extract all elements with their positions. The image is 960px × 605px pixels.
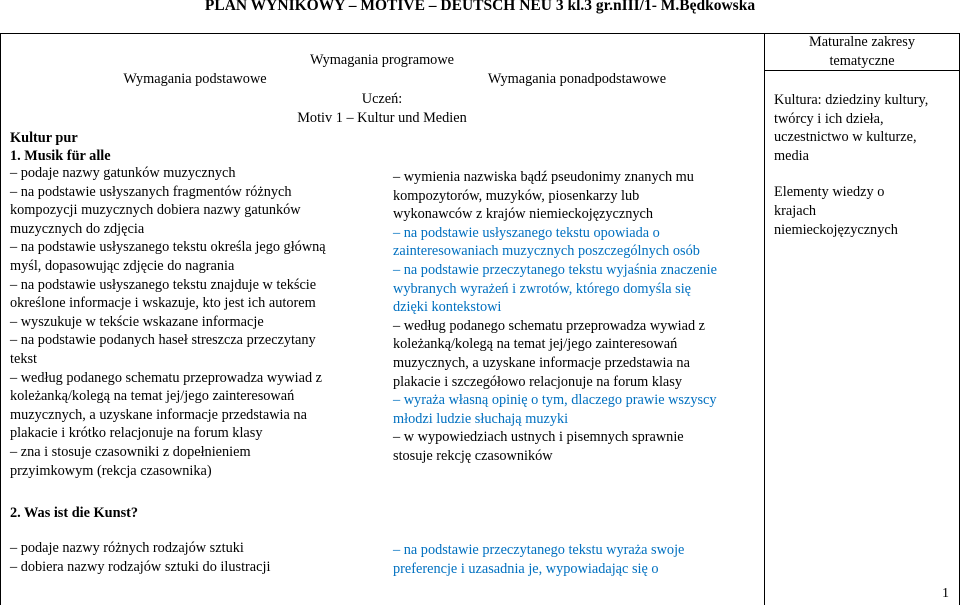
list-item: – na podstawie usłyszanych fragmentów różnych [10, 183, 292, 200]
list-item: myśl, dopasowując zdjęcie do nagrania [10, 257, 235, 274]
list-item: preferencje i uzasadnia je, wypowiadając się o [393, 560, 659, 577]
list-item: muzycznych do zdjęcia [10, 220, 145, 237]
list-item: – zna i stosuje czasowniki z dopełnieniem [10, 443, 251, 460]
motiv-title: Motiv 1 – Kultur und Medien [297, 110, 467, 126]
list-item: krajach [774, 202, 817, 219]
list-item: – podaje nazwy różnych rodzajów sztuki [10, 540, 244, 556]
scope-header-line2: tematyczne [829, 53, 895, 69]
list-item: przyimkowym (rekcja czasownika) [10, 462, 212, 479]
list-item: – wyszukuje w tekście wskazane informacje [10, 313, 264, 330]
list-item: – na podstawie podanych haseł streszcza przeczytany [10, 332, 316, 349]
list-item: koleżanką/kolegą na temat jej/jego zainteresowań [10, 388, 295, 405]
list-item: wykonawców z krajów niemieckojęzycznych [393, 206, 654, 223]
section-2-advanced-list [393, 541, 684, 578]
list-item [774, 165, 928, 183]
list-item: – według podanego schematu przeprowadza wywiad z [10, 369, 323, 386]
list-item: plakacie i szczegółowo relacjonuje na forum klasy [393, 373, 682, 390]
basic-requirements-header: Wymagania podstawowe [123, 71, 267, 87]
section-1-advanced-list [393, 168, 717, 466]
section-2-title: 2. Was ist die Kunst? [10, 505, 139, 521]
list-item: – podaje nazwy gatunków muzycznych [10, 165, 236, 181]
student-label: Uczeń: [361, 91, 403, 107]
list-item: kompozycji muzycznych dobiera nazwy gatunków [10, 202, 301, 219]
list-item: muzycznych, a uzyskane informacje przedstawia na [393, 354, 690, 371]
list-item: – według podanego schematu przeprowadza wywiad z [393, 317, 706, 334]
list-item: określone informacje i wskazuje, kto jest ich autorem [10, 295, 316, 312]
list-item: wybranych wyrażeń i zwrotów, którego domyśla się [393, 280, 692, 297]
list-item: uczestnictwo w kulturze, [774, 129, 917, 146]
section-1-title: 1. Musik für alle [10, 148, 111, 164]
list-item: – w wypowiedziach ustnych i pisemnych sprawnie [393, 429, 684, 446]
section-kultur-pur: Kultur pur [10, 130, 78, 146]
advanced-requirements-header: Wymagania ponadpodstawowe [487, 71, 667, 87]
list-item: plakacie i krótko relacjonuje na forum klasy [10, 425, 263, 442]
list-item: twórcy i ich dzieła, [774, 110, 884, 127]
page-number: 1 [942, 586, 949, 601]
page-title: PLAN WYNIKOWY – MOTIVE – DEUTSCH NEU 3 kl.3 gr.nIII/1- M.Będkowska [204, 0, 756, 14]
list-item: tekst [10, 350, 38, 367]
list-item: Elementy wiedzy o [774, 184, 885, 201]
list-item: koleżanką/kolegą na temat jej/jego zainteresowań [393, 336, 678, 353]
list-item: – dobiera nazwy rodzajów sztuki do ilustracji [10, 558, 271, 575]
programme-header: Wymagania programowe [309, 52, 455, 68]
list-item: kompozytorów, muzyków, piosenkarzy lub [393, 187, 640, 204]
list-item: – na podstawie usłyszanego tekstu opowiada o [393, 224, 660, 241]
section-2-basic-list [10, 539, 270, 576]
list-item: zainteresowaniach muzycznych poszczególnych osób [393, 243, 700, 260]
section-1-basic-list [10, 164, 326, 480]
list-item: media [774, 147, 809, 164]
list-item: – wyraża własną opinię o tym, dlaczego prawie wszyscy [393, 392, 717, 409]
scope-header-line1: Maturalne zakresy [809, 34, 915, 50]
column-divider-scope [764, 33, 765, 605]
list-item: dzięki kontekstowi [393, 299, 502, 316]
list-item: stosuje rekcję czasowników [393, 447, 553, 464]
list-item: – na podstawie usłyszanego tekstu określa jego główną [10, 239, 326, 256]
list-item: muzycznych, a uzyskane informacje przedstawia na [10, 406, 307, 423]
list-item: – na podstawie przeczytanego tekstu wyjaśnia znaczenie [393, 261, 717, 278]
list-item: – na podstawie przeczytanego tekstu wyraża swoje [393, 542, 685, 558]
list-item: – wymienia nazwiska bądź pseudonimy znanych mu [393, 169, 694, 185]
list-item: młodzi ludzie słuchają muzyki [393, 410, 569, 427]
list-item: – na podstawie usłyszanego tekstu znajduje w tekście [10, 276, 317, 293]
list-item: niemieckojęzycznych [774, 221, 898, 238]
scope-list [774, 91, 928, 239]
list-item: Kultura: dziedziny kultury, [774, 92, 929, 108]
